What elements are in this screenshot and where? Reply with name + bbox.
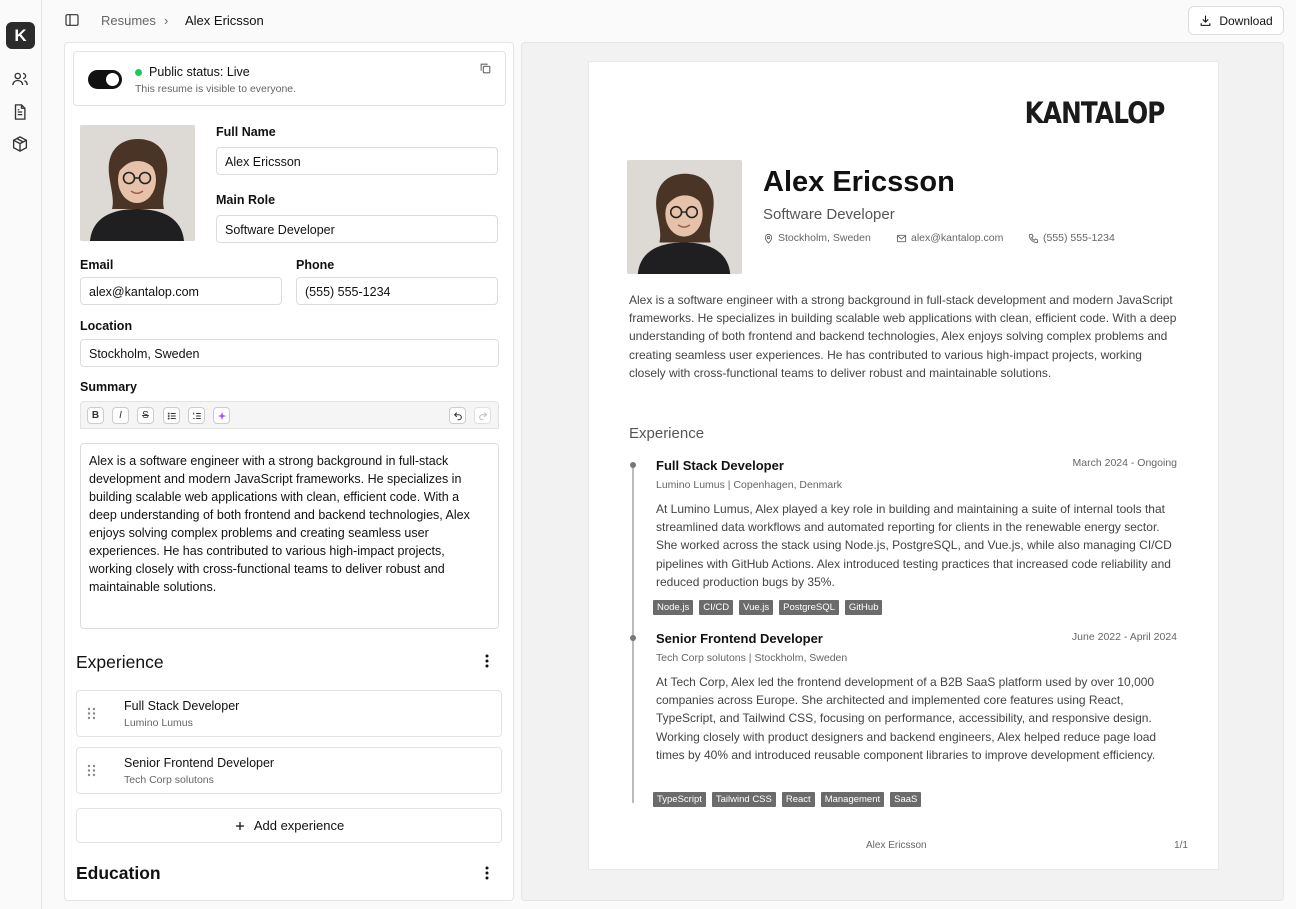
undo-icon [453,411,463,421]
tag: PostgreSQL [779,600,839,615]
plus-icon [234,820,246,832]
drag-handle-icon[interactable] [87,707,96,720]
tag: Node.js [653,600,693,615]
job-tags [653,600,882,615]
experience-item-company: Tech Corp solutons [124,774,214,786]
summary-textarea[interactable]: Alex is a software engineer with a strong background in full-stack development and modern JavaScript frameworks. He specializes in building scalable web applications with clean, efficient code. With a deep understanding of both frontend and backend technologies, Alex enjoys solving complex problems and creating seamless user experiences. He has contributed to various high-impact projects, working closely with cross-functional teams to deliver robust and maintainable solutions. [80,443,499,629]
education-heading: Education [76,863,161,883]
public-status-subtitle: This resume is visible to everyone. [135,83,297,95]
email-label: Email [80,258,114,272]
resume-email-text: alex@kantalop.com [911,232,1004,244]
sidebar-toggle-icon[interactable] [64,12,80,28]
resume-location [763,232,871,244]
job-company: Tech Corp solutons | Stockholm, Sweden [656,652,848,664]
experience-item[interactable] [76,690,502,737]
experience-more-icon[interactable] [485,654,489,668]
redo-icon [478,411,488,421]
job-description: At Tech Corp, Alex led the frontend development of a B2B SaaS platform used by over 10,000 companies across Europe. She architected and implemented core features using React, TypeScript, and Tailwind CSS, focusing on performance, accessibility, and responsive design. Working closely with product designers and backend engineers, Alex helped reduce page load times by 40% and introduced reusable component libraries to improve development efficiency. [656,675,1157,762]
live-status-dot [135,69,142,76]
full-name-label: Full Name [216,125,276,139]
public-status-title: Public status: Live [149,65,250,79]
redo-button[interactable] [474,407,491,424]
resume-photo [627,160,742,274]
download-icon [1199,14,1212,27]
brand-logo: KANTALOP [1025,96,1165,130]
sparkle-icon [217,411,227,421]
experience-heading: Experience [76,652,164,672]
person-photo [627,160,742,274]
full-name-input[interactable]: Alex Ericsson [216,147,498,175]
summary-label: Summary [80,380,137,394]
copy-icon[interactable] [479,62,492,75]
resume-email [896,232,1003,244]
users-icon[interactable] [11,70,29,88]
main-role-label: Main Role [216,193,276,207]
ai-sparkle-button[interactable] [213,407,230,424]
tag: Vue.js [739,600,773,615]
resume-role: Software Developer [763,206,895,223]
phone-label: Phone [296,258,335,272]
public-status-toggle[interactable] [88,70,122,89]
download-button[interactable] [1188,6,1284,35]
footer-page-number: 1/1 [1174,840,1188,851]
document-icon[interactable] [11,103,29,121]
italic-button[interactable]: I [112,407,129,424]
job-title: Full Stack Developer [656,458,784,473]
profile-photo-upload[interactable] [80,125,195,241]
tag: CI/CD [699,600,733,615]
experience-item-title: Senior Frontend Developer [124,756,275,770]
undo-button[interactable] [449,407,466,424]
map-pin-icon [763,233,774,244]
resume-name: Alex Ericsson [763,166,955,198]
education-more-icon[interactable] [485,866,489,880]
drag-handle-icon[interactable] [87,764,96,777]
person-photo [80,125,195,241]
phone-input[interactable]: (555) 555-1234 [296,277,498,305]
tag: TypeScript [653,792,706,807]
bold-button[interactable]: B [87,407,104,424]
resume-preview-panel [521,42,1284,901]
experience-item[interactable] [76,747,502,794]
experience-timeline [632,463,634,803]
bullet-list-button[interactable] [163,407,180,424]
experience-item-company: Lumino Lumus [124,717,193,729]
resume-location-text: Stockholm, Sweden [778,232,871,244]
bullet-list-icon [167,411,177,421]
strikethrough-button[interactable]: S [137,407,154,424]
tag: Management [821,792,884,807]
job-description: At Lumino Lumus, Alex played a key role in building and maintaining a suite of internal tools that streamlined data workflows and automated reporting for clients in the renewable energy sector. She worked across the stack using Node.js, PostgreSQL, and Vue.js, while also managing CI/CD pipelines with GitHub Actions. Alex introduced testing practices that increased code reliability and reduced production bugs by 35%. [656,502,1172,589]
job-title: Senior Frontend Developer [656,631,823,646]
add-experience-label: Add experience [253,818,345,833]
top-bar [42,0,1296,41]
job-tags [653,792,921,807]
numbered-list-icon [192,411,202,421]
main-role-input[interactable]: Software Developer [216,215,498,243]
job-date: March 2024 - Ongoing [1072,457,1177,469]
timeline-dot [630,635,636,641]
app-logo[interactable]: K [6,22,35,49]
numbered-list-button[interactable] [188,407,205,424]
package-icon[interactable] [11,135,29,153]
chevron-right-icon: › [164,13,169,28]
footer-name: Alex Ericsson [866,840,927,851]
location-input[interactable]: Stockholm, Sweden [80,339,499,367]
resume-summary: Alex is a software engineer with a strong background in full-stack development and modern JavaScript frameworks. He specializes in building scalable web applications with clean, efficient code. With a deep understanding of both frontend and backend technologies, Alex enjoys solving complex problems and creating seamless user experiences. He has contributed to various high-impact projects, working closely with cross-functional teams to deliver robust and maintainable solutions. [629,293,1177,380]
summary-editor-toolbar [80,401,499,429]
editor-panel [64,42,514,901]
resume-experience-heading: Experience [629,425,705,442]
left-rail [0,0,42,909]
email-input[interactable]: alex@kantalop.com [80,277,282,305]
experience-item-title: Full Stack Developer [124,699,240,713]
location-label: Location [80,319,133,333]
tag: React [782,792,815,807]
mail-icon [896,233,907,244]
tag: SaaS [890,792,921,807]
job-date: June 2022 - April 2024 [1071,631,1177,643]
tag: Tailwind CSS [712,792,776,807]
tag: GitHub [845,600,883,615]
add-experience-button[interactable] [76,808,502,843]
job-company: Lumino Lumus | Copenhagen, Denmark [656,479,843,491]
resume-page [588,61,1219,870]
resume-phone-text: (555) 555-1234 [1043,232,1115,244]
public-status-card [73,51,506,106]
resume-phone [1028,232,1115,244]
download-label: Download [1219,13,1273,28]
breadcrumb-current: Alex Ericsson [185,13,264,28]
timeline-dot [630,462,636,468]
breadcrumb-resumes[interactable]: Resumes [101,13,156,28]
phone-icon [1028,233,1039,244]
